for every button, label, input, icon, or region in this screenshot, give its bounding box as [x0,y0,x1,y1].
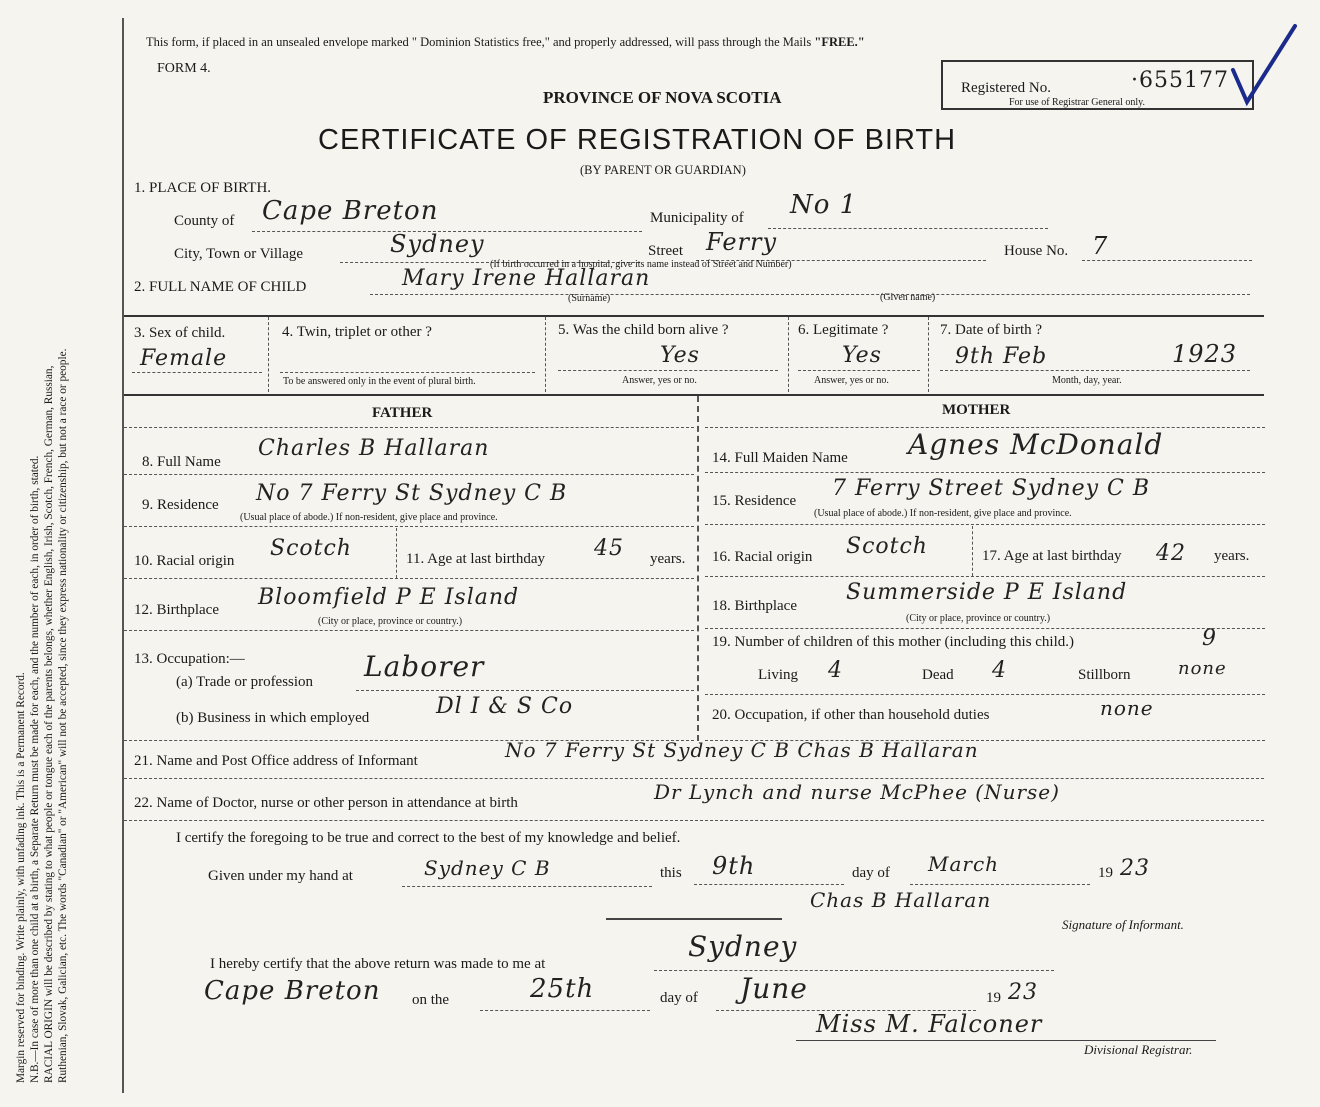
given-name-note: (Given name) [880,292,936,303]
given-label: Given under my hand at [208,868,353,884]
mother-dead-value: 4 [992,658,1007,683]
father-age-label: 11. Age at last birthday [406,551,545,567]
registrar-place: Sydney [688,930,798,963]
surname-note: (Surname) [568,293,611,304]
registrar-day: 25th [530,974,595,1004]
father-race-value: Scotch [270,536,352,561]
margin-line-2: N.B.—In case of more than one child at a birth, a Separate Return must be made for each, and the number of each, in order of birth, stated. [29,455,41,1083]
mother-children-value: 9 [1202,626,1217,651]
mother-dead-label: Dead [922,667,954,683]
mail-notice [146,35,865,50]
dob-year: 1923 [1172,340,1238,368]
child-name-value: Mary Irene Hallaran [402,266,651,291]
mother-residence-label: 15. Residence [712,493,797,509]
checkmark-icon [1225,20,1305,110]
mother-name-label: 14. Full Maiden Name [712,450,848,466]
alive-label: 5. Was the child born alive ? [558,322,729,338]
city-value: Sydney [390,230,485,258]
municipality-label: Municipality of [650,210,744,226]
registered-value: ·655177 [1131,68,1229,93]
father-occupation-label: 13. Occupation:— [134,651,245,667]
page-subtitle: (BY PARENT OR GUARDIAN) [580,163,746,177]
legitimate-note: Answer, yes or no. [814,375,889,386]
father-residence-label: 9. Residence [142,497,219,513]
house-label: House No. [1004,243,1069,259]
margin-line-3: RACIAL ORIGIN will be described by stating to what people or tongue each of the parents belongs, whether English, Irish, Scotch, French, German, Russian, [43,365,55,1083]
alive-note: Answer, yes or no. [622,375,697,386]
mother-age-unit: years. [1214,548,1250,564]
mother-birthplace-note: (City or place, province or country.) [906,613,1051,624]
mother-residence-value: 7 Ferry Street Sydney C B [832,476,1151,501]
municipality-value: No 1 [790,190,858,220]
father-trade-label: (a) Trade or profession [176,674,314,690]
city-label: City, Town or Village [174,246,304,262]
dob-label: 7. Date of birth ? [940,322,1043,338]
mother-heading: MOTHER [942,402,1011,418]
doctor-value: Dr Lynch and nurse McPhee (Nurse) [654,780,1060,804]
father-race-label: 10. Racial origin [134,553,235,569]
father-birthplace-label: 12. Birthplace [134,602,219,618]
registered-note: For use of Registrar General only. [1009,97,1145,108]
registrar-signature-line [796,1040,1216,1041]
mother-living-label: Living [758,667,798,683]
registrar-county: Cape Breton [204,976,381,1006]
informant-signature-label: Signature of Informant. [1062,917,1184,932]
margin-notes [0,0,125,1107]
street-value: Ferry [706,228,778,256]
mother-stillborn-value: none [1178,658,1227,679]
registrar-text: I hereby certify that the above return was made to me at [210,956,546,972]
mother-birthplace-value: Summerside P E Island [846,580,1128,605]
mother-living-value: 4 [828,658,843,683]
margin-line-4: Ruthenian, Slovak, Galician, etc. The words "Canadian" or "American" will not be accepted, since they express nationality or citizenship, but not a race or people. [57,348,69,1083]
margin-line-1: Margin reserved for binding. Write plainly, with unfading ink. This is a Permanent Record. [15,672,27,1083]
informant-signature: Chas B Hallaran [810,888,992,912]
county-label: County of [174,213,235,229]
father-residence-value: No 7 Ferry St Sydney C B [256,481,568,506]
house-value: 7 [1092,232,1109,260]
child-name-label: 2. FULL NAME OF CHILD [134,279,307,295]
father-age-unit: years. [650,551,686,567]
registrar-month: June [740,972,808,1005]
father-business-label: (b) Business in which employed [176,710,370,726]
mother-race-label: 16. Racial origin [712,549,813,565]
given-month: March [928,852,1000,876]
father-trade-value: Laborer [364,650,485,683]
doctor-label: 22. Name of Doctor, nurse or other person in attendance at birth [134,795,518,811]
dob-value: 9th Feb [955,344,1048,369]
mother-children-label: 19. Number of children of this mother (including this child.) [712,634,1075,650]
father-business-value: Dl I & S Co [436,694,574,719]
father-birthplace-note: (City or place, province or country.) [318,616,463,627]
registrar-signature: Miss M. Falconer [816,1010,1043,1038]
mother-occupation-label: 20. Occupation, if other than household duties [712,707,990,723]
given-year-prefix: 19 [1098,865,1113,881]
registered-box [941,60,1254,110]
province-heading: PROVINCE OF NOVA SCOTIA [543,88,782,107]
certify-text: I certify the foregoing to be true and correct to the best of my knowledge and belief. [176,830,681,846]
given-dayof-label: day of [852,865,890,881]
mother-name-value: Agnes McDonald [908,428,1164,461]
legitimate-value: Yes [842,343,882,368]
dob-note: Month, day, year. [1052,375,1122,386]
informant-signature-line-left [606,918,782,920]
row-box-bottom [124,394,1264,396]
mother-age-value: 42 [1156,541,1186,566]
registrar-dayof-label: day of [660,990,698,1006]
margin-border [122,18,124,1093]
registered-label: Registered No. [961,80,1051,96]
parents-divider [697,396,699,741]
given-day: 9th [712,852,756,880]
county-value: Cape Breton [262,196,439,226]
twin-label: 4. Twin, triplet or other ? [282,324,432,340]
father-name-label: 8. Full Name [142,454,221,470]
street-label: Street [648,243,683,259]
form-number: FORM 4. [157,61,211,76]
father-age-value: 45 [594,536,624,561]
father-residence-note: (Usual place of abode.) If non-resident, give place and province. [240,512,498,523]
mother-race-value: Scotch [846,534,928,559]
informant-label: 21. Name and Post Office address of Informant [134,753,418,769]
father-birthplace-value: Bloomfield P E Island [258,585,520,610]
alive-value: Yes [660,343,700,368]
mother-occupation-value: none [1100,696,1154,720]
mother-birthplace-label: 18. Birthplace [712,598,797,614]
row-box-top [124,315,1264,317]
sex-value: Female [140,346,228,371]
twin-note: To be answered only in the event of plural birth. [283,376,476,387]
mother-stillborn-label: Stillborn [1078,667,1131,683]
mother-residence-note: (Usual place of abode.) If non-resident, give place and province. [814,508,1072,519]
given-year: 23 [1120,856,1150,881]
father-heading: FATHER [372,405,433,421]
given-place: Sydney C B [424,856,551,880]
mail-notice-free: "FREE." [814,35,865,49]
father-name-value: Charles B Hallaran [258,436,490,461]
registrar-year: 23 [1008,980,1038,1005]
registrar-signature-label: Divisional Registrar. [1084,1042,1193,1057]
informant-value: No 7 Ferry St Sydney C B Chas B Hallaran [505,738,979,762]
place-heading: 1. PLACE OF BIRTH. [134,180,272,196]
page-title: CERTIFICATE OF REGISTRATION OF BIRTH [318,124,957,156]
registrar-year-prefix: 19 [986,990,1001,1006]
given-this-label: this [660,865,682,881]
registrar-onthe-label: on the [412,992,450,1008]
mother-age-label: 17. Age at last birthday [982,548,1122,564]
mail-notice-text: This form, if placed in an unsealed envelope marked " Dominion Statistics free," and properly addressed, will pass through the Mails [146,35,812,49]
street-note: (If birth occurred in a hospital, give its name instead of Street and Number) [490,259,792,270]
sex-label: 3. Sex of child. [134,325,226,341]
legitimate-label: 6. Legitimate ? [798,322,889,338]
